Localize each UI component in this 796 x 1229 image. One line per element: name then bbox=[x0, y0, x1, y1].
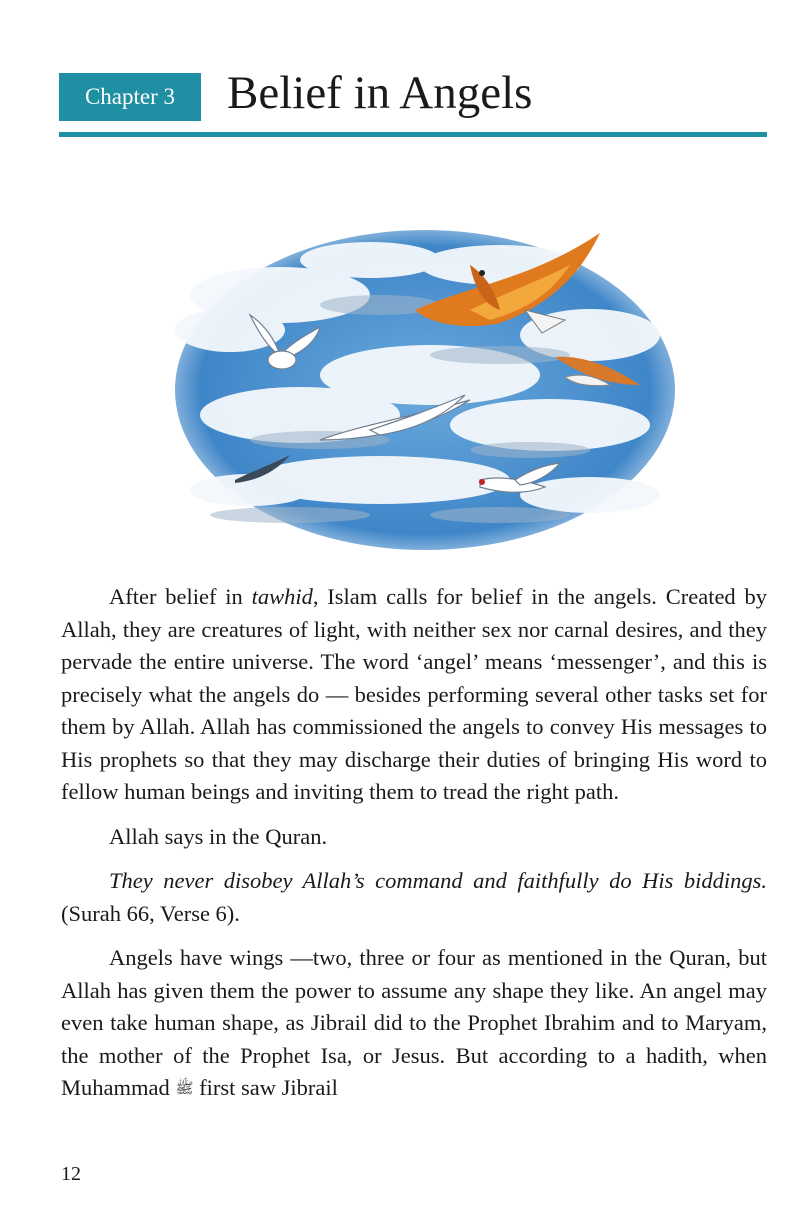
quran-quote: They never disobey Allah’s command and faithfully do His biddings. (Surah 66, Verse 6). bbox=[61, 868, 767, 926]
chapter-title: Belief in Angels bbox=[227, 67, 533, 119]
chapter-body bbox=[61, 581, 767, 1106]
citation: (Surah 66, Verse 6). bbox=[61, 900, 240, 926]
term-tawhid: tawhid bbox=[251, 584, 313, 609]
pbuh-honorific: ﷺ bbox=[175, 1081, 194, 1097]
paragraph-2: Allah says in the Quran. bbox=[109, 823, 328, 849]
birds-clouds-illustration bbox=[170, 225, 680, 555]
chapter-header bbox=[59, 67, 767, 140]
header-rule bbox=[59, 132, 767, 137]
illustration-svg bbox=[170, 225, 680, 555]
paragraph-1: After belief in tawhid, Islam calls for belief in the angels. Created by Allah, they are creatures of light, with neither sex nor carnal desires, and they pervade the entire universe. The word ‘angel’ means ‘messenger’, and this is precisely what the angels do — besides performing several other tasks set for them by Allah. Allah has commissioned the angels to convey His messages to His prophets so that they may discharge their duties of bringing His word to fellow human beings and inviting them to tread the right path. bbox=[61, 584, 767, 804]
paragraph-4: Angels have wings —two, three or four as mentioned in the Quran, but Allah has given them the power to assume any shape they like. An angel may even take human shape, as Jibrail did to the Prophet Ibrahim and to Maryam, the mother of the Prophet Isa, or Jesus. But according to a hadith, when Muhammad ﷺ first saw Jibrail bbox=[61, 945, 767, 1100]
chapter-label: Chapter 3 bbox=[59, 73, 201, 121]
page-number: 12 bbox=[61, 1163, 81, 1185]
